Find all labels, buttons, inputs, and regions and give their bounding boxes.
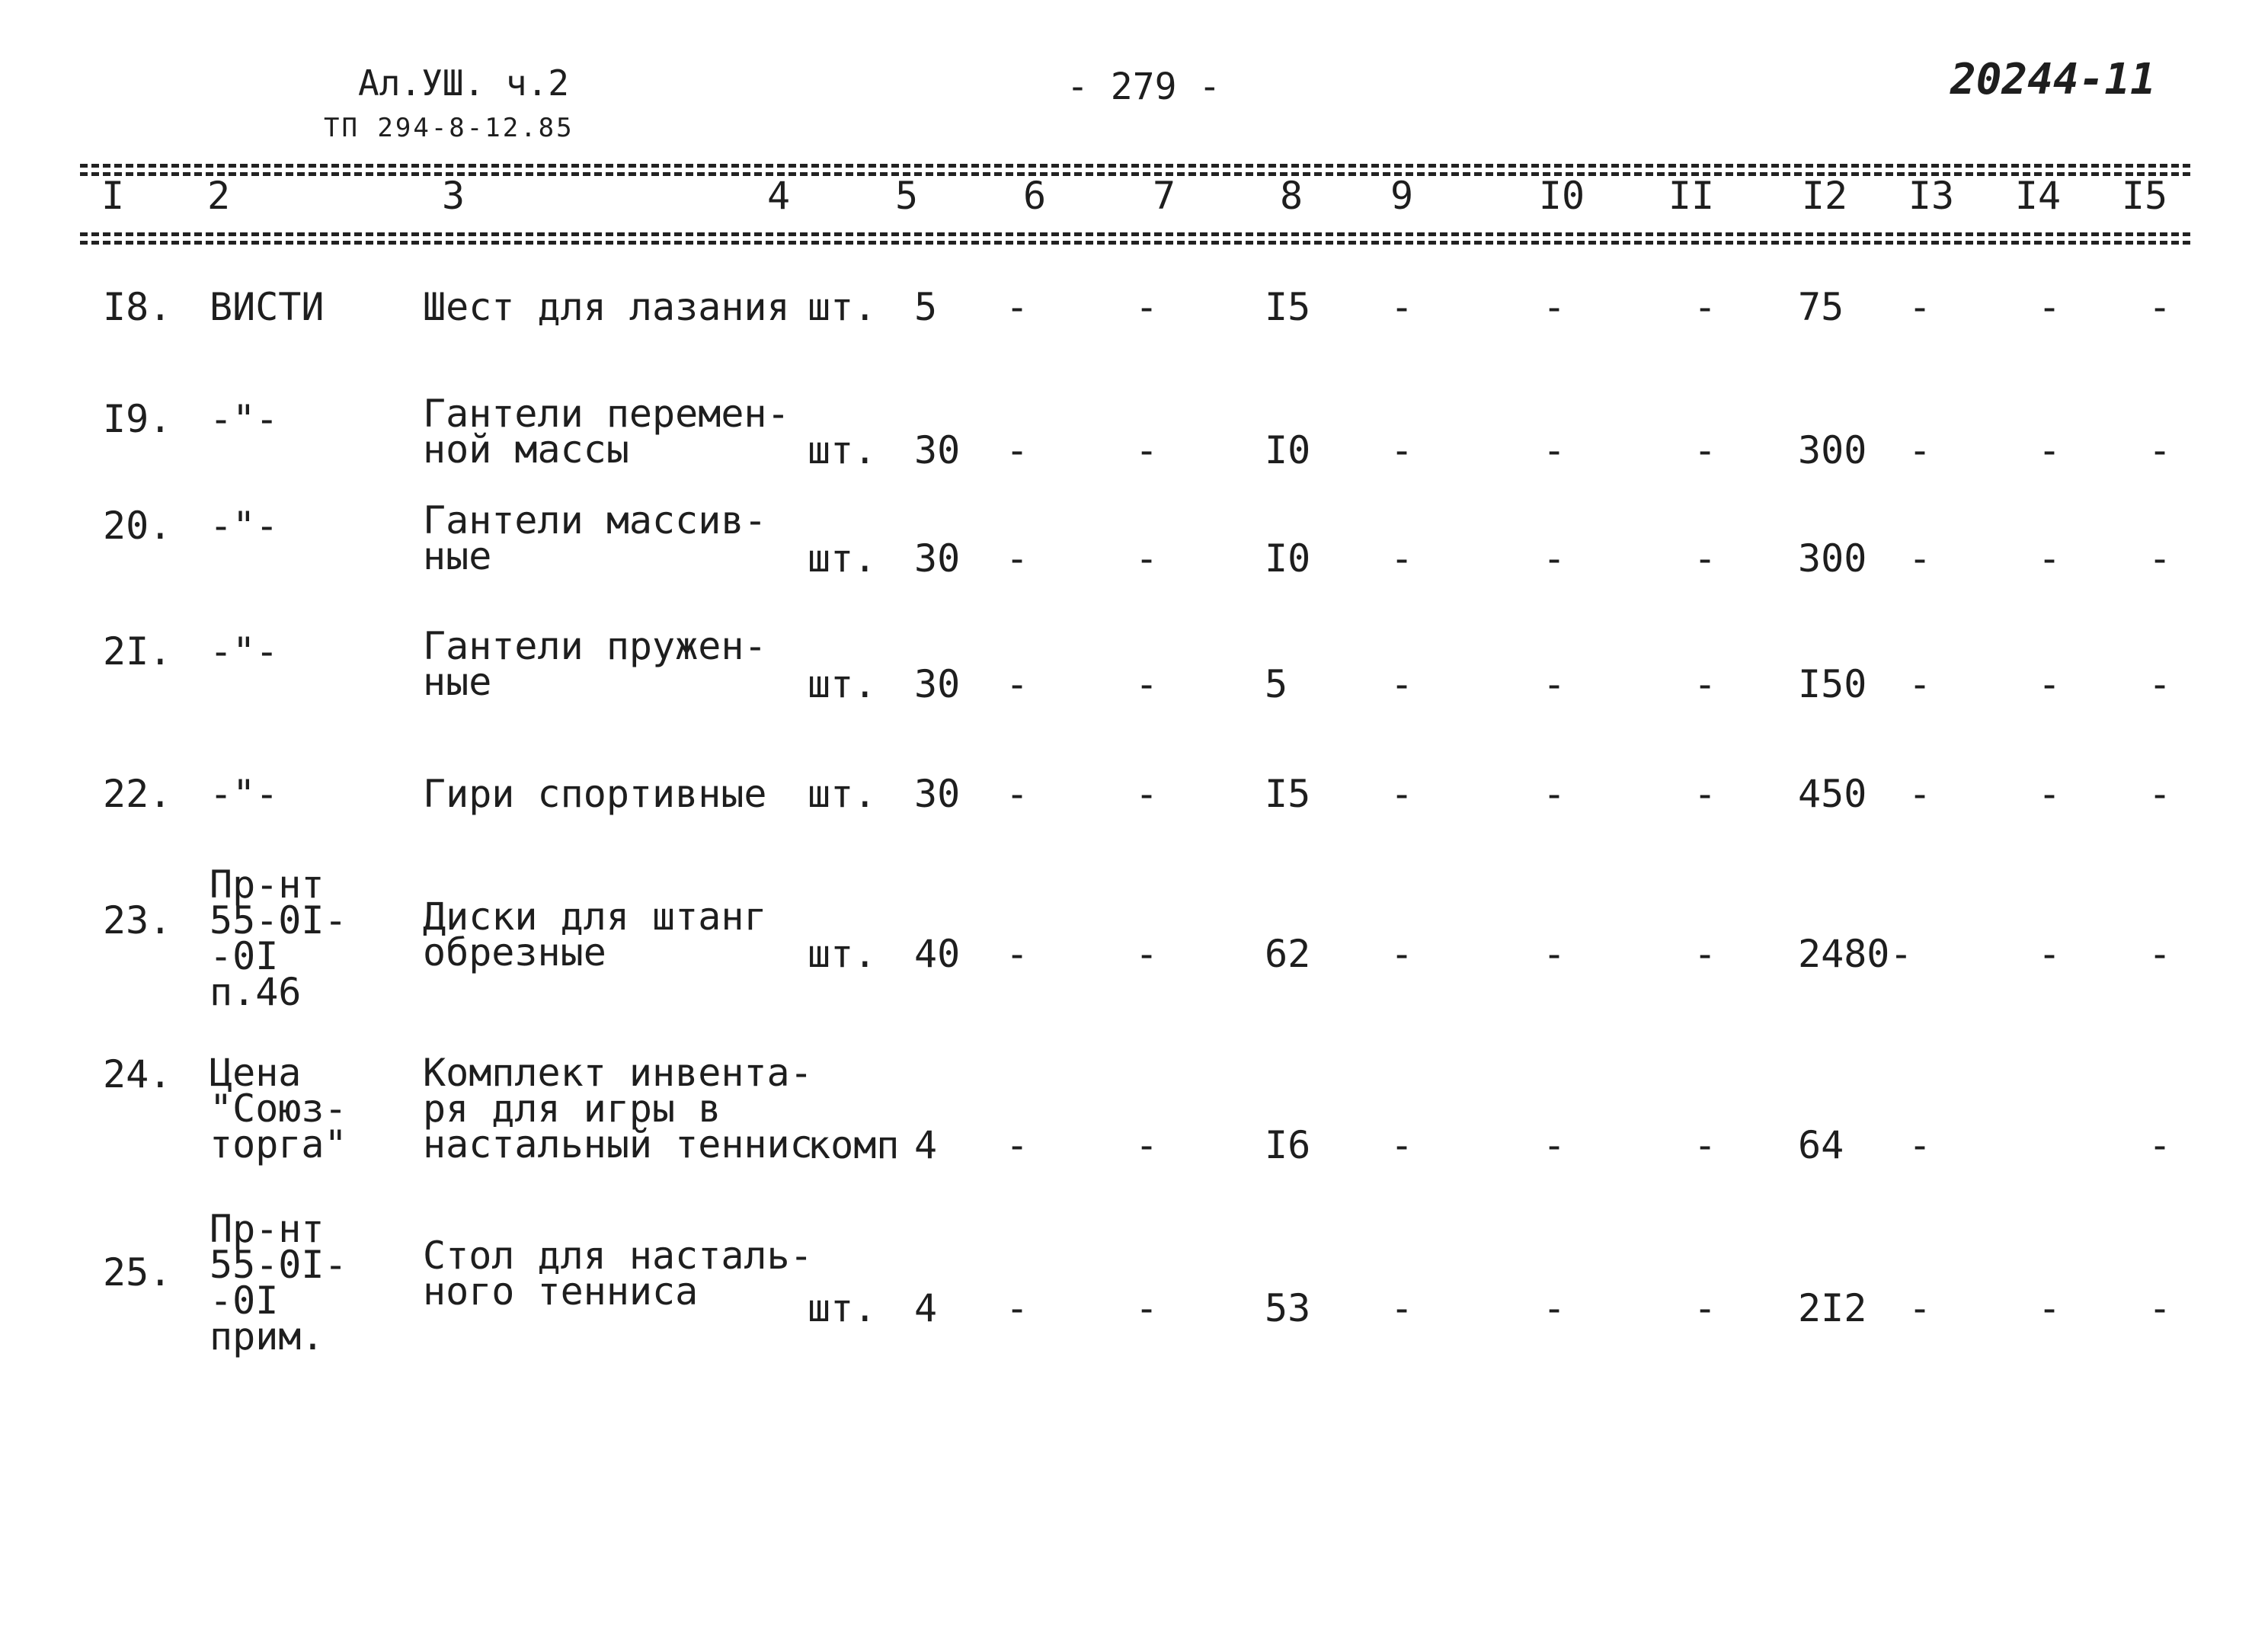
row-value-c6: - — [1005, 428, 1029, 472]
row-value-c9: - — [1390, 428, 1414, 472]
row-value-c12: 75 — [1798, 285, 1844, 329]
row-value-c6: - — [1005, 1286, 1029, 1330]
column-header: 6 — [1022, 174, 1047, 218]
row-value-c14: - — [2037, 1286, 2062, 1330]
row-number: 25. — [103, 1250, 172, 1295]
row-value-c7: - — [1134, 285, 1159, 329]
row-value-c7: - — [1134, 662, 1159, 706]
row-item-name: Шест для лазания — [423, 285, 790, 329]
row-value-c9: - — [1390, 285, 1414, 329]
row-value-c14: - — [2037, 932, 2062, 976]
row-reference: -"- — [210, 772, 279, 816]
row-value-c6: - — [1005, 1123, 1029, 1167]
row-value-c10: - — [1542, 428, 1566, 472]
row-value-c8: I6 — [1265, 1123, 1311, 1167]
page-number: - 279 - — [1067, 66, 1221, 108]
row-value-c15: - — [2148, 428, 2172, 472]
row-value-c15: - — [2148, 662, 2172, 706]
row-value-c15: - — [2148, 536, 2172, 581]
row-value-c10: - — [1542, 1123, 1566, 1167]
document-series: Ал.УШ. ч.2 — [358, 62, 569, 104]
row-value-c10: - — [1542, 772, 1566, 816]
row-value-c15: - — [2148, 772, 2172, 816]
row-reference: Цена "Союз- торга" — [210, 1051, 347, 1167]
row-unit: шт. — [808, 662, 877, 706]
row-value-c12: 300 — [1798, 536, 1867, 581]
header-bottom-rule — [80, 241, 2190, 245]
column-header: II — [1668, 174, 1715, 218]
column-header: 8 — [1279, 174, 1304, 218]
row-unit: шт. — [808, 932, 877, 976]
column-header: I — [101, 174, 125, 218]
row-quantity: 30 — [914, 772, 961, 816]
row-value-c9: - — [1390, 1123, 1414, 1167]
row-quantity: 30 — [914, 428, 961, 472]
column-header: 4 — [766, 174, 791, 218]
row-item-name: Стол для насталь- ного тенниса — [423, 1234, 813, 1314]
row-value-c13: - — [1908, 662, 1932, 706]
row-value-c13: - — [1908, 1123, 1932, 1167]
row-quantity: 40 — [914, 932, 961, 976]
row-value-c15: - — [2148, 285, 2172, 329]
row-value-c6: - — [1005, 932, 1029, 976]
row-value-c13: - — [1908, 285, 1932, 329]
row-number: I9. — [103, 397, 172, 441]
row-value-c9: - — [1390, 772, 1414, 816]
row-value-c13: - — [1908, 536, 1932, 581]
column-header: I4 — [2014, 174, 2062, 218]
row-value-c11: - — [1693, 1123, 1717, 1167]
row-value-c7: - — [1134, 1123, 1159, 1167]
row-value-c14: - — [2037, 536, 2062, 581]
row-value-c8: 5 — [1265, 662, 1288, 706]
row-value-c10: - — [1542, 285, 1566, 329]
row-item-name: Комплект инвента- ря для игры в настальный теннис — [423, 1051, 813, 1167]
header-bottom-rule — [80, 232, 2190, 236]
row-value-c9: - — [1390, 1286, 1414, 1330]
column-header: 5 — [894, 174, 919, 218]
row-number: 20. — [103, 504, 172, 548]
row-unit: комп — [808, 1123, 900, 1167]
column-header: I5 — [2121, 174, 2168, 218]
row-value-c14: - — [2037, 772, 2062, 816]
row-value-c9: - — [1390, 536, 1414, 581]
row-reference: Пр-нт 55-0I- -0I прим. — [210, 1207, 347, 1359]
row-unit: шт. — [808, 772, 877, 816]
row-value-c11: - — [1693, 772, 1717, 816]
row-number: 22. — [103, 772, 172, 816]
row-value-c7: - — [1134, 772, 1159, 816]
column-header: 7 — [1152, 174, 1176, 218]
table-top-rule — [80, 164, 2190, 168]
row-value-c7: - — [1134, 536, 1159, 581]
row-number: 24. — [103, 1052, 172, 1096]
row-value-c12: I50 — [1798, 662, 1867, 706]
row-quantity: 4 — [914, 1286, 938, 1330]
table-top-rule — [80, 172, 2190, 176]
row-value-c15: - — [2148, 932, 2172, 976]
row-value-c12: 2I2 — [1798, 1286, 1867, 1330]
row-value-c6: - — [1005, 772, 1029, 816]
row-quantity: 30 — [914, 536, 961, 581]
row-value-c11: - — [1693, 932, 1717, 976]
row-value-c14: - — [2037, 662, 2062, 706]
row-value-c9: - — [1390, 932, 1414, 976]
row-quantity: 5 — [914, 285, 938, 329]
row-value-c15: - — [2148, 1286, 2172, 1330]
row-value-c14: - — [2037, 428, 2062, 472]
row-item-name: Гантели перемен- ной массы — [423, 392, 790, 472]
row-value-c7: - — [1134, 1286, 1159, 1330]
row-value-c15: - — [2148, 1123, 2172, 1167]
row-value-c6: - — [1005, 662, 1029, 706]
row-value-c7: - — [1134, 932, 1159, 976]
row-quantity: 30 — [914, 662, 961, 706]
row-number: 23. — [103, 898, 172, 943]
row-value-c11: - — [1693, 428, 1717, 472]
row-unit: шт. — [808, 428, 877, 472]
row-reference: -"- — [210, 504, 279, 548]
row-value-c11: - — [1693, 285, 1717, 329]
row-unit: шт. — [808, 536, 877, 581]
row-value-c11: - — [1693, 536, 1717, 581]
row-value-c8: 62 — [1265, 932, 1311, 976]
row-value-c12: 64 — [1798, 1123, 1844, 1167]
row-reference: ВИСТИ — [210, 285, 325, 329]
row-unit: шт. — [808, 285, 877, 329]
row-value-c10: - — [1542, 662, 1566, 706]
row-value-c7: - — [1134, 428, 1159, 472]
row-value-c14: - — [2037, 285, 2062, 329]
row-value-c11: - — [1693, 1286, 1717, 1330]
row-value-c10: - — [1542, 932, 1566, 976]
row-value-c13: - — [1908, 772, 1932, 816]
row-value-c10: - — [1542, 1286, 1566, 1330]
row-reference: -"- — [210, 397, 279, 441]
row-quantity: 4 — [914, 1123, 938, 1167]
row-value-c12: 300 — [1798, 428, 1867, 472]
row-item-name: Гантели массив- ные — [423, 498, 767, 578]
row-unit: шт. — [808, 1286, 877, 1330]
row-item-name: Гири спортивные — [423, 772, 767, 816]
column-header: I3 — [1908, 174, 1955, 218]
row-value-c6: - — [1005, 536, 1029, 581]
row-number: 2I. — [103, 629, 172, 674]
row-value-c6: - — [1005, 285, 1029, 329]
row-value-c8: I5 — [1265, 772, 1311, 816]
row-reference: Пр-нт 55-0I- -0I п.46 — [210, 863, 347, 1014]
row-value-c10: - — [1542, 536, 1566, 581]
column-header: I0 — [1538, 174, 1585, 218]
row-reference: -"- — [210, 629, 279, 674]
row-value-c8: I0 — [1265, 536, 1311, 581]
column-header: 3 — [441, 174, 465, 218]
column-header: 9 — [1390, 174, 1414, 218]
row-value-c13: - — [1908, 1286, 1932, 1330]
inventory-number: 20244-11 — [1950, 55, 2156, 104]
row-number: I8. — [103, 285, 172, 329]
column-header: I2 — [1801, 174, 1848, 218]
row-value-c8: I0 — [1265, 428, 1311, 472]
column-header: 2 — [206, 174, 231, 218]
row-value-c12: 2480- — [1798, 932, 1913, 976]
project-code: ТП 294-8-12.85 — [324, 113, 574, 143]
row-value-c9: - — [1390, 662, 1414, 706]
row-item-name: Диски для штанг обрезные — [423, 895, 767, 975]
row-value-c12: 450 — [1798, 772, 1867, 816]
row-value-c13: - — [1908, 428, 1932, 472]
row-value-c8: 53 — [1265, 1286, 1311, 1330]
row-value-c8: I5 — [1265, 285, 1311, 329]
row-item-name: Гантели пружен- ные — [423, 624, 767, 704]
row-value-c11: - — [1693, 662, 1717, 706]
